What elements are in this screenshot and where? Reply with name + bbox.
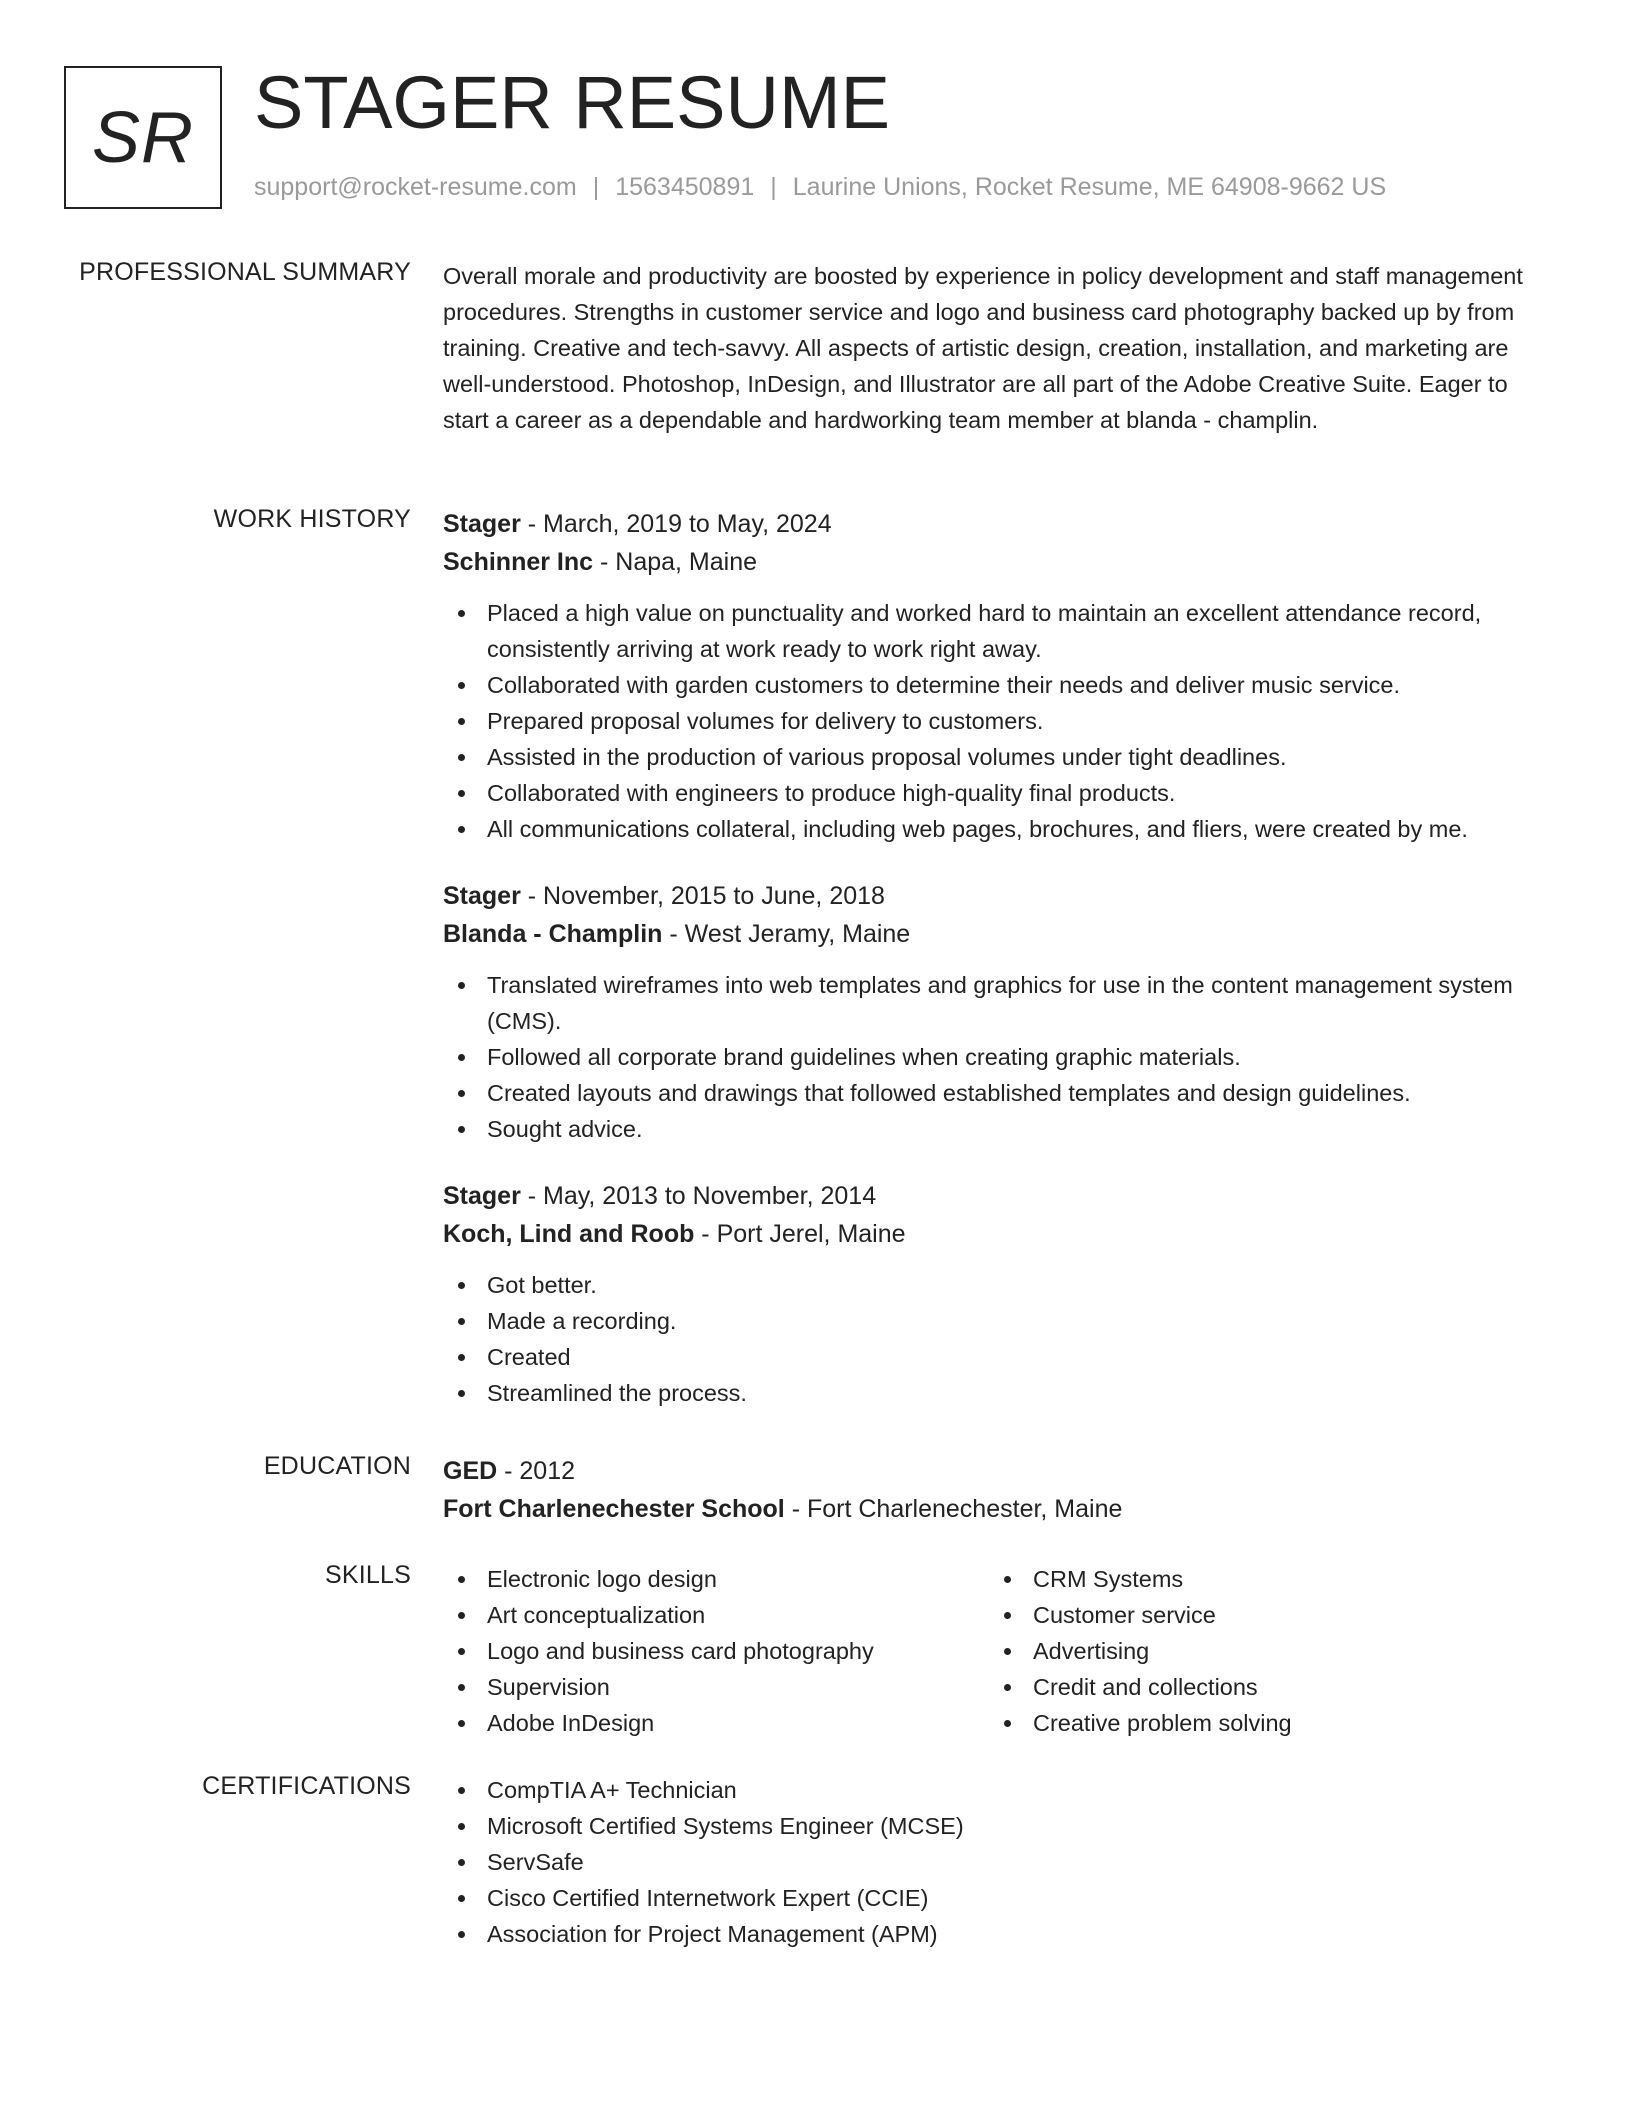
list-item: Created <box>443 1339 1558 1375</box>
list-item: Made a recording. <box>443 1303 1558 1339</box>
resume-header <box>64 61 1584 211</box>
job-company: Koch, Lind and Roob <box>443 1220 695 1248</box>
job-location: - West Jeramy, Maine <box>662 920 911 948</box>
list-item: Customer service <box>989 1597 1535 1633</box>
job-company-line <box>443 915 1558 953</box>
job-location: - Napa, Maine <box>593 548 758 576</box>
monogram-badge: SR <box>64 66 222 209</box>
job-entry <box>443 505 1558 847</box>
skills-columns <box>443 1561 1558 1741</box>
job-location: - Port Jerel, Maine <box>694 1220 906 1248</box>
list-item: Created layouts and drawings that followed established templates and design guidelines. <box>443 1075 1558 1111</box>
contact-line <box>254 173 1386 202</box>
list-item: Translated wireframes into web templates and graphics for use in the content management system (CMS). <box>443 967 1558 1039</box>
job-company-line <box>443 1215 1558 1253</box>
list-item: Art conceptualization <box>443 1597 989 1633</box>
skills-list-right <box>989 1561 1535 1741</box>
list-item: CRM Systems <box>989 1561 1535 1597</box>
degree-line <box>443 1452 1558 1490</box>
job-bullets <box>443 967 1558 1147</box>
list-item: Adobe InDesign <box>443 1705 989 1741</box>
list-item: Prepared proposal volumes for delivery to customers. <box>443 703 1558 739</box>
list-item: Microsoft Certified Systems Engineer (MCSE) <box>443 1808 1558 1844</box>
school-name: Fort Charlenechester School <box>443 1495 785 1523</box>
list-item: Supervision <box>443 1669 989 1705</box>
resume-name: STAGER RESUME <box>254 61 890 144</box>
list-item: ServSafe <box>443 1844 1558 1880</box>
degree-year: - 2012 <box>497 1457 576 1485</box>
list-item: All communications collateral, including web pages, brochures, and fliers, were created by me. <box>443 811 1558 847</box>
job-company-line <box>443 543 1558 581</box>
contact-phone[interactable]: 1563450891 <box>615 173 755 201</box>
work-history-heading: WORK HISTORY <box>213 505 411 533</box>
list-item: Assisted in the production of various proposal volumes under tight deadlines. <box>443 739 1558 775</box>
job-title-line <box>443 877 1558 915</box>
job-company: Schinner Inc <box>443 548 594 576</box>
list-item: Credit and collections <box>989 1669 1535 1705</box>
list-item: Association for Project Management (APM) <box>443 1916 1558 1952</box>
summary-text: Overall morale and productivity are boosted by experience in policy development and staff management procedures. Strengths in customer service and logo and business card photography backed up by from training. Creative and tech-savvy. All aspects of artistic design, creation, installation, and marketing are well-understood. Photoshop, InDesign, and Illustrator are all part of the Adobe Creative Suite. Eager to start a career as a dependable and hardworking team member at blanda - champlin. <box>443 263 1523 433</box>
list-item: Streamlined the process. <box>443 1375 1558 1411</box>
list-item: Placed a high value on punctuality and worked hard to maintain an excellent attendance record, consistently arriving at work ready to work right away. <box>443 595 1558 667</box>
job-dates: - November, 2015 to June, 2018 <box>520 882 885 910</box>
contact-address: Laurine Unions, Rocket Resume, ME 64908-9662 US <box>792 173 1387 201</box>
list-item: Advertising <box>989 1633 1535 1669</box>
job-title: Stager <box>443 882 521 910</box>
list-item: Cisco Certified Internetwork Expert (CCIE) <box>443 1880 1558 1916</box>
school-location: - Fort Charlenechester, Maine <box>784 1495 1123 1523</box>
job-dates: - March, 2019 to May, 2024 <box>520 510 832 538</box>
summary-heading: PROFESSIONAL SUMMARY <box>79 258 411 286</box>
list-item: Followed all corporate brand guidelines when creating graphic materials. <box>443 1039 1558 1075</box>
job-title: Stager <box>443 1182 521 1210</box>
list-item: Got better. <box>443 1267 1558 1303</box>
list-item: Collaborated with garden customers to determine their needs and deliver music service. <box>443 667 1558 703</box>
certifications-list <box>443 1772 1558 1952</box>
skills-heading: SKILLS <box>325 1561 411 1589</box>
contact-email[interactable]: support@rocket-resume.com <box>254 173 577 201</box>
list-item: Logo and business card photography <box>443 1633 989 1669</box>
contact-separator: | <box>770 173 777 201</box>
list-item: Electronic logo design <box>443 1561 989 1597</box>
job-company: Blanda - Champlin <box>443 920 663 948</box>
job-title-line <box>443 505 1558 543</box>
certifications-heading: CERTIFICATIONS <box>202 1772 411 1800</box>
list-item: CompTIA A+ Technician <box>443 1772 1558 1808</box>
job-title: Stager <box>443 510 521 538</box>
job-dates: - May, 2013 to November, 2014 <box>520 1182 877 1210</box>
job-bullets <box>443 1267 1558 1411</box>
school-line <box>443 1490 1558 1528</box>
education-heading: EDUCATION <box>263 1452 411 1480</box>
contact-separator: | <box>592 173 600 201</box>
job-entry <box>443 877 1558 1147</box>
list-item: Creative problem solving <box>989 1705 1535 1741</box>
job-entry <box>443 1177 1558 1411</box>
list-item: Sought advice. <box>443 1111 1558 1147</box>
list-item: Collaborated with engineers to produce high-quality final products. <box>443 775 1558 811</box>
job-title-line <box>443 1177 1558 1215</box>
job-bullets <box>443 595 1558 847</box>
skills-list-left <box>443 1561 989 1741</box>
degree: GED <box>443 1457 498 1485</box>
